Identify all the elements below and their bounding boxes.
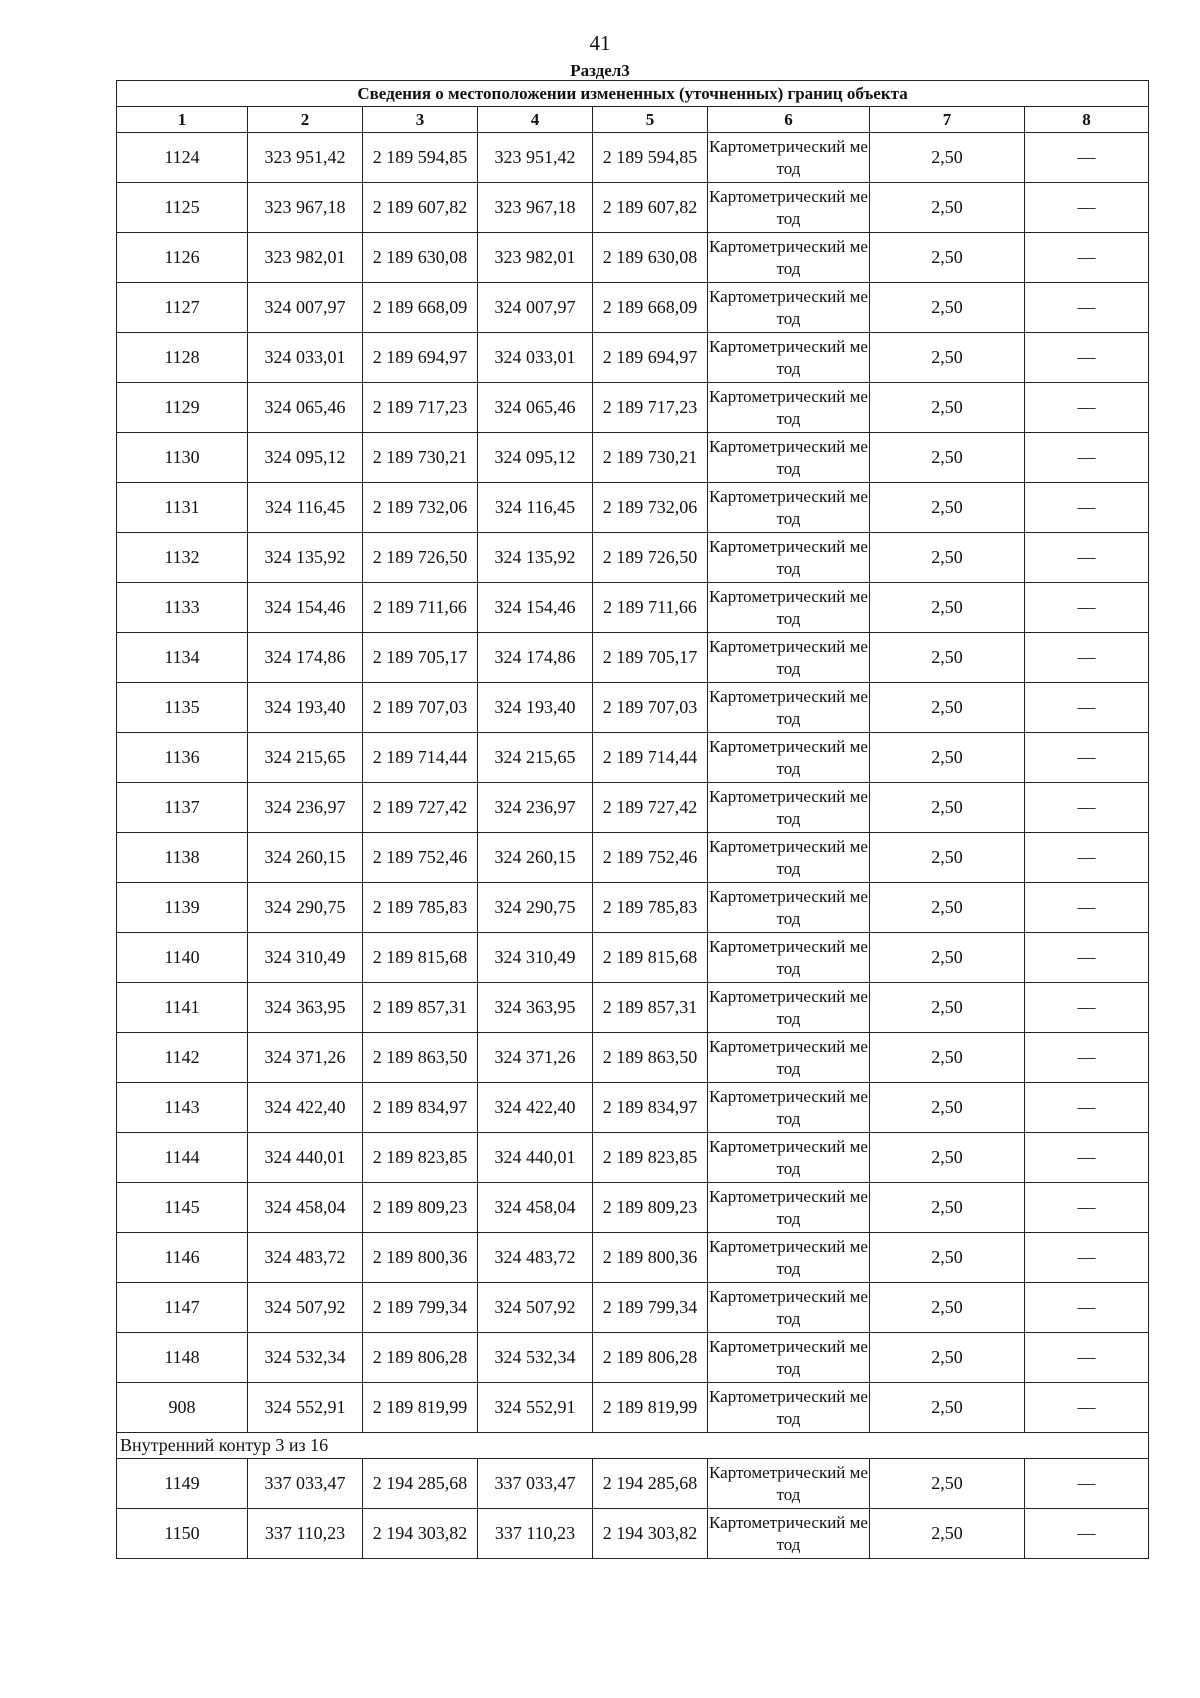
accuracy-cell: 2,50 (870, 533, 1025, 583)
existing-x-cell: 324 236,97 (248, 783, 363, 833)
existing-y-cell: 2 189 752,46 (363, 833, 478, 883)
existing-y-cell: 2 189 594,85 (363, 133, 478, 183)
existing-y-cell: 2 189 815,68 (363, 933, 478, 983)
note-cell: — (1025, 283, 1149, 333)
point-number-cell: 1150 (117, 1509, 248, 1559)
point-number-cell: 1131 (117, 483, 248, 533)
existing-y-cell: 2 189 809,23 (363, 1183, 478, 1233)
existing-y-cell: 2 194 303,82 (363, 1509, 478, 1559)
refined-x-cell: 323 982,01 (478, 233, 593, 283)
existing-x-cell: 324 371,26 (248, 1033, 363, 1083)
accuracy-cell: 2,50 (870, 833, 1025, 883)
existing-y-cell: 2 189 711,66 (363, 583, 478, 633)
refined-y-cell: 2 189 717,23 (593, 383, 708, 433)
accuracy-cell: 2,50 (870, 133, 1025, 183)
existing-x-cell: 324 135,92 (248, 533, 363, 583)
accuracy-cell: 2,50 (870, 1183, 1025, 1233)
existing-y-cell: 2 189 726,50 (363, 533, 478, 583)
column-number-header: 5 (593, 107, 708, 133)
note-cell: — (1025, 1083, 1149, 1133)
refined-y-cell: 2 189 815,68 (593, 933, 708, 983)
method-cell: Картометрический метод (708, 533, 870, 583)
refined-x-cell: 324 260,15 (478, 833, 593, 883)
existing-y-cell: 2 189 630,08 (363, 233, 478, 283)
note-cell: — (1025, 733, 1149, 783)
refined-x-cell: 324 236,97 (478, 783, 593, 833)
refined-x-cell: 324 290,75 (478, 883, 593, 933)
refined-y-cell: 2 189 857,31 (593, 983, 708, 1033)
point-number-cell: 1129 (117, 383, 248, 433)
column-number-header: 4 (478, 107, 593, 133)
note-cell: — (1025, 383, 1149, 433)
table-body (117, 133, 1149, 1559)
method-cell: Картометрический метод (708, 1083, 870, 1133)
table-row (117, 533, 1149, 583)
column-number-header: 2 (248, 107, 363, 133)
table-row (117, 1509, 1149, 1559)
refined-x-cell: 337 110,23 (478, 1509, 593, 1559)
point-number-cell: 1144 (117, 1133, 248, 1183)
accuracy-cell: 2,50 (870, 333, 1025, 383)
note-cell: — (1025, 633, 1149, 683)
column-number-header: 7 (870, 107, 1025, 133)
refined-x-cell: 324 532,34 (478, 1333, 593, 1383)
existing-y-cell: 2 189 714,44 (363, 733, 478, 783)
refined-y-cell: 2 189 809,23 (593, 1183, 708, 1233)
existing-x-cell: 323 967,18 (248, 183, 363, 233)
point-number-cell: 1126 (117, 233, 248, 283)
method-cell: Картометрический метод (708, 133, 870, 183)
refined-y-cell: 2 189 799,34 (593, 1283, 708, 1333)
point-number-cell: 1138 (117, 833, 248, 883)
note-cell: — (1025, 1459, 1149, 1509)
note-cell: — (1025, 1283, 1149, 1333)
accuracy-cell: 2,50 (870, 483, 1025, 533)
method-cell: Картометрический метод (708, 933, 870, 983)
accuracy-cell: 2,50 (870, 1509, 1025, 1559)
note-cell: — (1025, 583, 1149, 633)
table-row (117, 483, 1149, 533)
table-row (117, 133, 1149, 183)
existing-x-cell: 324 065,46 (248, 383, 363, 433)
refined-y-cell: 2 189 705,17 (593, 633, 708, 683)
table-row (117, 883, 1149, 933)
table-row (117, 1333, 1149, 1383)
refined-x-cell: 324 065,46 (478, 383, 593, 433)
refined-x-cell: 324 310,49 (478, 933, 593, 983)
method-cell: Картометрический метод (708, 1333, 870, 1383)
table-row (117, 183, 1149, 233)
table-row (117, 583, 1149, 633)
existing-x-cell: 324 290,75 (248, 883, 363, 933)
page-number: 41 (589, 31, 611, 55)
existing-x-cell: 324 422,40 (248, 1083, 363, 1133)
contour-label: Внутренний контур 3 из 16 (117, 1433, 1149, 1459)
table-row (117, 1283, 1149, 1333)
note-cell: — (1025, 1333, 1149, 1383)
table-caption: Сведения о местоположении измененных (уточненных) границ объекта (117, 81, 1149, 107)
method-cell: Картометрический метод (708, 1509, 870, 1559)
accuracy-cell: 2,50 (870, 1459, 1025, 1509)
method-cell: Картометрический метод (708, 583, 870, 633)
accuracy-cell: 2,50 (870, 1283, 1025, 1333)
boundary-coordinates-table (116, 80, 1149, 1559)
column-number-header: 6 (708, 107, 870, 133)
existing-x-cell: 324 363,95 (248, 983, 363, 1033)
refined-x-cell: 324 135,92 (478, 533, 593, 583)
existing-x-cell: 324 154,46 (248, 583, 363, 633)
existing-x-cell: 324 260,15 (248, 833, 363, 883)
existing-x-cell: 324 215,65 (248, 733, 363, 783)
existing-y-cell: 2 189 705,17 (363, 633, 478, 683)
note-cell: — (1025, 533, 1149, 583)
accuracy-cell: 2,50 (870, 1133, 1025, 1183)
existing-y-cell: 2 189 717,23 (363, 383, 478, 433)
point-number-cell: 1130 (117, 433, 248, 483)
note-cell: — (1025, 683, 1149, 733)
refined-y-cell: 2 189 694,97 (593, 333, 708, 383)
table-row (117, 933, 1149, 983)
refined-y-cell: 2 189 785,83 (593, 883, 708, 933)
refined-y-cell: 2 194 285,68 (593, 1459, 708, 1509)
refined-y-cell: 2 194 303,82 (593, 1509, 708, 1559)
note-cell: — (1025, 1183, 1149, 1233)
table-row (117, 383, 1149, 433)
note-cell: — (1025, 883, 1149, 933)
refined-x-cell: 337 033,47 (478, 1459, 593, 1509)
table-row (117, 833, 1149, 883)
accuracy-cell: 2,50 (870, 1383, 1025, 1433)
refined-x-cell: 324 193,40 (478, 683, 593, 733)
refined-x-cell: 324 458,04 (478, 1183, 593, 1233)
existing-x-cell: 324 116,45 (248, 483, 363, 533)
refined-y-cell: 2 189 707,03 (593, 683, 708, 733)
note-cell: — (1025, 833, 1149, 883)
refined-y-cell: 2 189 730,21 (593, 433, 708, 483)
accuracy-cell: 2,50 (870, 983, 1025, 1033)
note-cell: — (1025, 483, 1149, 533)
method-cell: Картометрический метод (708, 383, 870, 433)
accuracy-cell: 2,50 (870, 933, 1025, 983)
refined-x-cell: 323 967,18 (478, 183, 593, 233)
refined-x-cell: 323 951,42 (478, 133, 593, 183)
table-row (117, 233, 1149, 283)
existing-x-cell: 324 507,92 (248, 1283, 363, 1333)
method-cell: Картометрический метод (708, 1459, 870, 1509)
method-cell: Картометрический метод (708, 1033, 870, 1083)
existing-x-cell: 337 110,23 (248, 1509, 363, 1559)
point-number-cell: 1128 (117, 333, 248, 383)
refined-x-cell: 324 033,01 (478, 333, 593, 383)
note-cell: — (1025, 783, 1149, 833)
table-row (117, 1133, 1149, 1183)
method-cell: Картометрический метод (708, 633, 870, 683)
existing-y-cell: 2 189 668,09 (363, 283, 478, 333)
method-cell: Картометрический метод (708, 683, 870, 733)
method-cell: Картометрический метод (708, 333, 870, 383)
refined-y-cell: 2 189 714,44 (593, 733, 708, 783)
refined-y-cell: 2 189 594,85 (593, 133, 708, 183)
refined-x-cell: 324 095,12 (478, 433, 593, 483)
refined-y-cell: 2 189 727,42 (593, 783, 708, 833)
note-cell: — (1025, 1383, 1149, 1433)
existing-y-cell: 2 189 800,36 (363, 1233, 478, 1283)
method-cell: Картометрический метод (708, 233, 870, 283)
point-number-cell: 1147 (117, 1283, 248, 1333)
table-row (117, 1233, 1149, 1283)
point-number-cell: 1132 (117, 533, 248, 583)
column-number-header: 1 (117, 107, 248, 133)
note-cell: — (1025, 1509, 1149, 1559)
method-cell: Картометрический метод (708, 1283, 870, 1333)
table-row (117, 633, 1149, 683)
existing-y-cell: 2 189 799,34 (363, 1283, 478, 1333)
accuracy-cell: 2,50 (870, 233, 1025, 283)
point-number-cell: 1124 (117, 133, 248, 183)
method-cell: Картометрический метод (708, 433, 870, 483)
refined-x-cell: 324 422,40 (478, 1083, 593, 1133)
existing-x-cell: 323 982,01 (248, 233, 363, 283)
accuracy-cell: 2,50 (870, 383, 1025, 433)
section-title: Раздел3 (570, 61, 630, 80)
refined-x-cell: 324 440,01 (478, 1133, 593, 1183)
point-number-cell: 1145 (117, 1183, 248, 1233)
note-cell: — (1025, 1133, 1149, 1183)
accuracy-cell: 2,50 (870, 1233, 1025, 1283)
table-row (117, 283, 1149, 333)
refined-y-cell: 2 189 711,66 (593, 583, 708, 633)
refined-x-cell: 324 371,26 (478, 1033, 593, 1083)
refined-y-cell: 2 189 607,82 (593, 183, 708, 233)
refined-y-cell: 2 189 752,46 (593, 833, 708, 883)
accuracy-cell: 2,50 (870, 183, 1025, 233)
method-cell: Картометрический метод (708, 833, 870, 883)
method-cell: Картометрический метод (708, 283, 870, 333)
point-number-cell: 1139 (117, 883, 248, 933)
accuracy-cell: 2,50 (870, 1083, 1025, 1133)
refined-y-cell: 2 189 630,08 (593, 233, 708, 283)
accuracy-cell: 2,50 (870, 433, 1025, 483)
column-number-row (117, 107, 1149, 133)
note-cell: — (1025, 983, 1149, 1033)
refined-x-cell: 324 174,86 (478, 633, 593, 683)
method-cell: Картометрический метод (708, 1133, 870, 1183)
existing-y-cell: 2 194 285,68 (363, 1459, 478, 1509)
table-row (117, 1383, 1149, 1433)
method-cell: Картометрический метод (708, 1383, 870, 1433)
point-number-cell: 1133 (117, 583, 248, 633)
table-row (117, 1083, 1149, 1133)
table-row (117, 683, 1149, 733)
accuracy-cell: 2,50 (870, 633, 1025, 683)
accuracy-cell: 2,50 (870, 1033, 1025, 1083)
point-number-cell: 1134 (117, 633, 248, 683)
note-cell: — (1025, 1033, 1149, 1083)
point-number-cell: 1137 (117, 783, 248, 833)
point-number-cell: 1125 (117, 183, 248, 233)
existing-y-cell: 2 189 819,99 (363, 1383, 478, 1433)
existing-x-cell: 337 033,47 (248, 1459, 363, 1509)
point-number-cell: 1141 (117, 983, 248, 1033)
point-number-cell: 1142 (117, 1033, 248, 1083)
method-cell: Картометрический метод (708, 1183, 870, 1233)
note-cell: — (1025, 433, 1149, 483)
point-number-cell: 1127 (117, 283, 248, 333)
refined-y-cell: 2 189 668,09 (593, 283, 708, 333)
refined-y-cell: 2 189 726,50 (593, 533, 708, 583)
existing-y-cell: 2 189 607,82 (363, 183, 478, 233)
refined-x-cell: 324 363,95 (478, 983, 593, 1033)
refined-y-cell: 2 189 834,97 (593, 1083, 708, 1133)
existing-x-cell: 324 310,49 (248, 933, 363, 983)
table-row (117, 1459, 1149, 1509)
table-row (117, 1183, 1149, 1233)
existing-x-cell: 324 532,34 (248, 1333, 363, 1383)
existing-y-cell: 2 189 834,97 (363, 1083, 478, 1133)
existing-x-cell: 324 095,12 (248, 433, 363, 483)
existing-x-cell: 323 951,42 (248, 133, 363, 183)
note-cell: — (1025, 1233, 1149, 1283)
existing-y-cell: 2 189 694,97 (363, 333, 478, 383)
note-cell: — (1025, 933, 1149, 983)
method-cell: Картометрический метод (708, 483, 870, 533)
existing-x-cell: 324 033,01 (248, 333, 363, 383)
point-number-cell: 1135 (117, 683, 248, 733)
refined-y-cell: 2 189 732,06 (593, 483, 708, 533)
refined-x-cell: 324 552,91 (478, 1383, 593, 1433)
refined-x-cell: 324 215,65 (478, 733, 593, 783)
refined-y-cell: 2 189 823,85 (593, 1133, 708, 1183)
existing-y-cell: 2 189 727,42 (363, 783, 478, 833)
table-row (117, 1033, 1149, 1083)
existing-y-cell: 2 189 823,85 (363, 1133, 478, 1183)
method-cell: Картометрический метод (708, 883, 870, 933)
refined-x-cell: 324 154,46 (478, 583, 593, 633)
method-cell: Картометрический метод (708, 783, 870, 833)
table-row (117, 983, 1149, 1033)
table-row (117, 783, 1149, 833)
point-number-cell: 1143 (117, 1083, 248, 1133)
method-cell: Картометрический метод (708, 1233, 870, 1283)
point-number-cell: 1149 (117, 1459, 248, 1509)
existing-x-cell: 324 007,97 (248, 283, 363, 333)
point-number-cell: 1148 (117, 1333, 248, 1383)
refined-x-cell: 324 507,92 (478, 1283, 593, 1333)
existing-x-cell: 324 483,72 (248, 1233, 363, 1283)
table-row (117, 733, 1149, 783)
note-cell: — (1025, 333, 1149, 383)
refined-y-cell: 2 189 819,99 (593, 1383, 708, 1433)
contour-label-row (117, 1433, 1149, 1459)
note-cell: — (1025, 233, 1149, 283)
existing-x-cell: 324 193,40 (248, 683, 363, 733)
existing-y-cell: 2 189 806,28 (363, 1333, 478, 1383)
accuracy-cell: 2,50 (870, 583, 1025, 633)
accuracy-cell: 2,50 (870, 683, 1025, 733)
note-cell: — (1025, 183, 1149, 233)
column-number-header: 8 (1025, 107, 1149, 133)
existing-y-cell: 2 189 863,50 (363, 1033, 478, 1083)
refined-x-cell: 324 116,45 (478, 483, 593, 533)
accuracy-cell: 2,50 (870, 883, 1025, 933)
existing-y-cell: 2 189 730,21 (363, 433, 478, 483)
refined-x-cell: 324 007,97 (478, 283, 593, 333)
existing-y-cell: 2 189 785,83 (363, 883, 478, 933)
existing-x-cell: 324 552,91 (248, 1383, 363, 1433)
refined-y-cell: 2 189 800,36 (593, 1233, 708, 1283)
refined-y-cell: 2 189 863,50 (593, 1033, 708, 1083)
refined-y-cell: 2 189 806,28 (593, 1333, 708, 1383)
point-number-cell: 1146 (117, 1233, 248, 1283)
column-number-header: 3 (363, 107, 478, 133)
existing-x-cell: 324 174,86 (248, 633, 363, 683)
accuracy-cell: 2,50 (870, 283, 1025, 333)
existing-x-cell: 324 440,01 (248, 1133, 363, 1183)
existing-y-cell: 2 189 732,06 (363, 483, 478, 533)
method-cell: Картометрический метод (708, 183, 870, 233)
method-cell: Картометрический метод (708, 733, 870, 783)
point-number-cell: 908 (117, 1383, 248, 1433)
point-number-cell: 1140 (117, 933, 248, 983)
note-cell: — (1025, 133, 1149, 183)
accuracy-cell: 2,50 (870, 783, 1025, 833)
table-row (117, 433, 1149, 483)
accuracy-cell: 2,50 (870, 1333, 1025, 1383)
existing-y-cell: 2 189 857,31 (363, 983, 478, 1033)
method-cell: Картометрический метод (708, 983, 870, 1033)
point-number-cell: 1136 (117, 733, 248, 783)
existing-x-cell: 324 458,04 (248, 1183, 363, 1233)
existing-y-cell: 2 189 707,03 (363, 683, 478, 733)
accuracy-cell: 2,50 (870, 733, 1025, 783)
refined-x-cell: 324 483,72 (478, 1233, 593, 1283)
table-row (117, 333, 1149, 383)
